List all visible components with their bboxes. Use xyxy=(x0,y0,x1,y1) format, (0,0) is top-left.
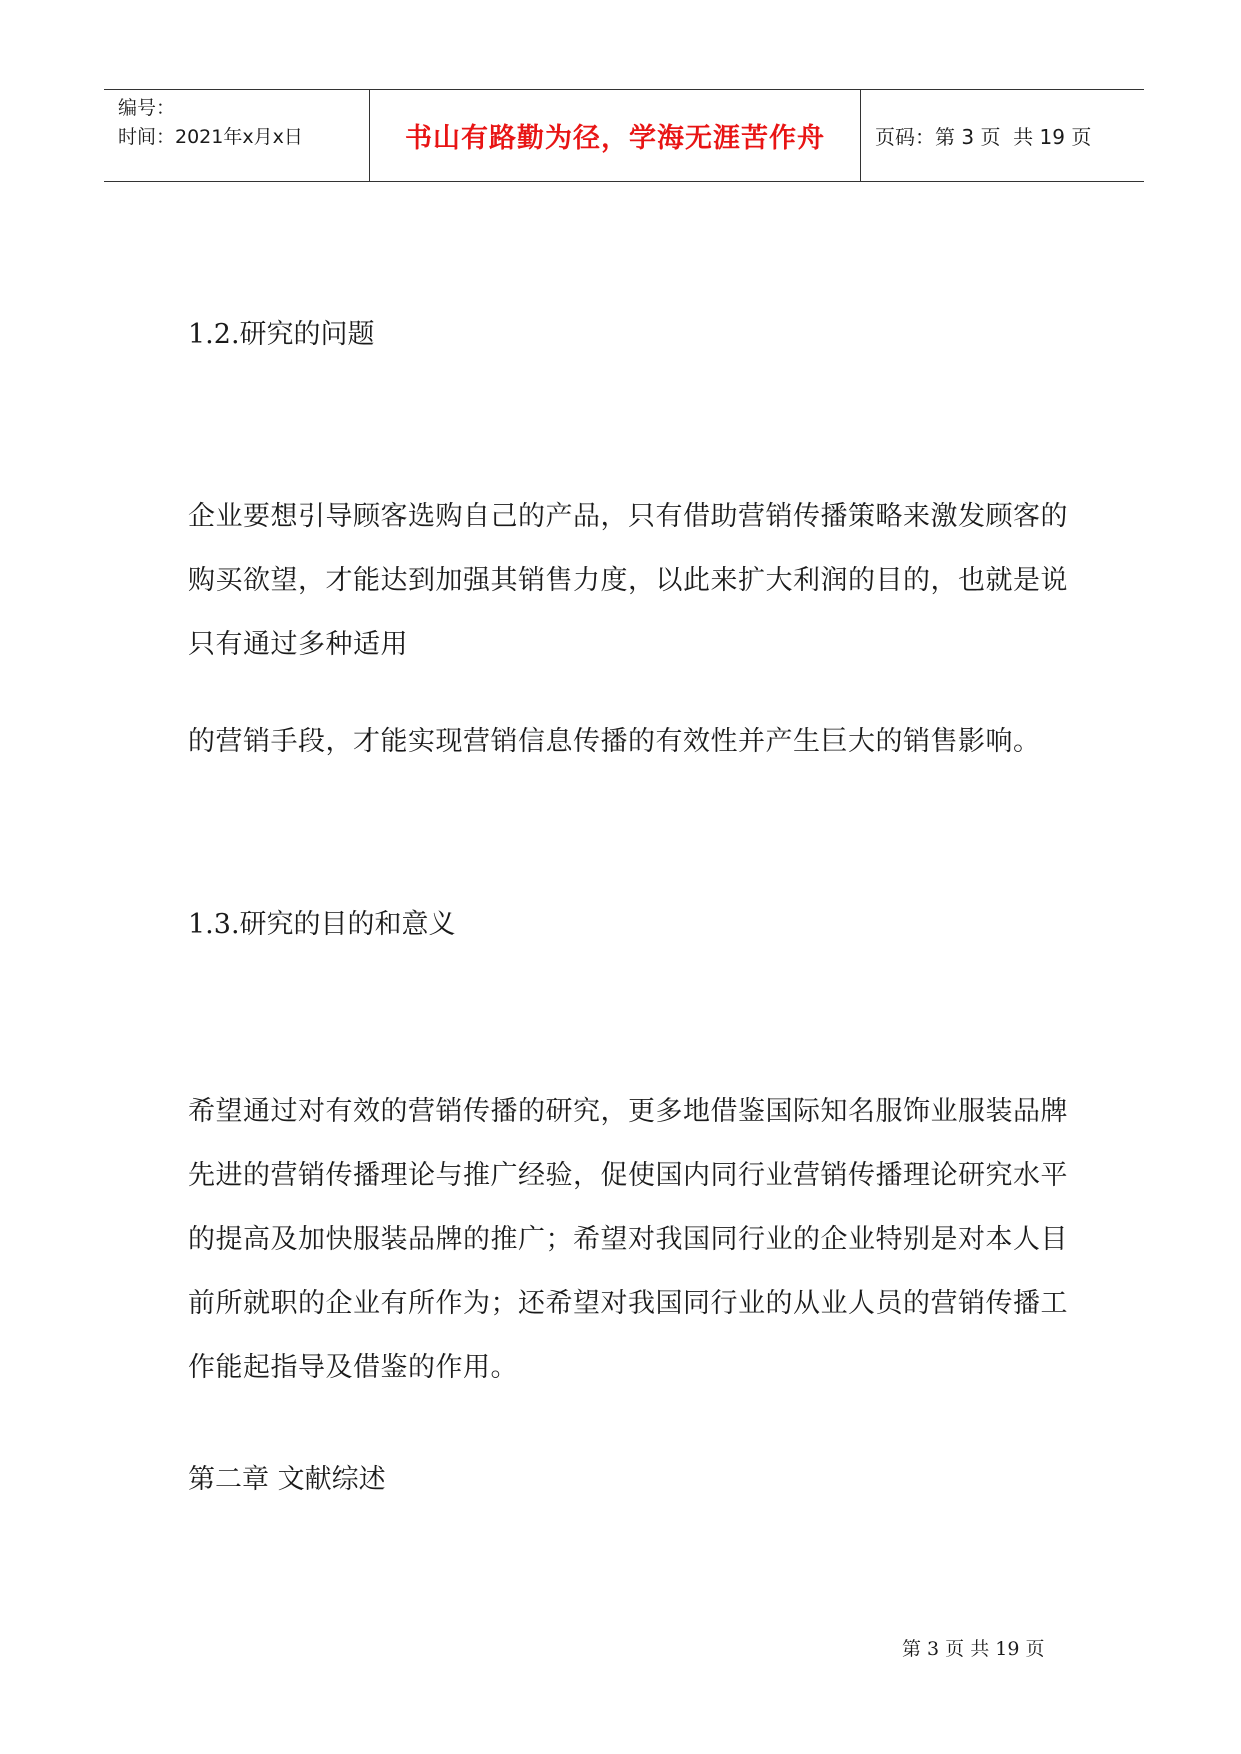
heading-1-3: 1.3.研究的目的和意义 xyxy=(188,909,456,940)
paragraph-1: 企业要想引导顾客选购自己的产品，只有借助营销传播策略来激发顾客的购买欲望，才能达到加强其销售力度，以此来扩大利润的目的，也就是说只有通过多种适用 xyxy=(188,501,1068,660)
date-label: 时间：2021年x月x日 xyxy=(118,126,303,148)
number-label: 编号： xyxy=(118,97,176,119)
heading-1-2: 1.2.研究的问题 xyxy=(188,319,375,350)
page-header xyxy=(104,89,1144,182)
paragraph-2: 的营销手段，才能实现营销信息传播的有效性并产生巨大的销售影响。 xyxy=(188,726,1041,757)
page-footer: 第 3 页 共 19 页 xyxy=(902,1638,1045,1660)
header-meta xyxy=(104,90,370,181)
paragraph-3: 希望通过对有效的营销传播的研究，更多地借鉴国际知名服饰业服装品牌先进的营销传播理论与推广经验，促使国内同行业营销传播理论研究水平的提高及加快服装品牌的推广；希望对我国同行业的企业特别是对本人目前所就职的企业有所作为；还希望对我国同行业的从业人员的营销传播工作能起指导及借鉴的作用。 xyxy=(188,1096,1068,1383)
header-page-info: 页码：第 3 页 共 19 页 xyxy=(875,125,1092,149)
header-motto: 书山有路勤为径，学海无涯苦作舟 xyxy=(370,90,861,181)
chapter-2-heading: 第二章 文献综述 xyxy=(188,1464,386,1495)
